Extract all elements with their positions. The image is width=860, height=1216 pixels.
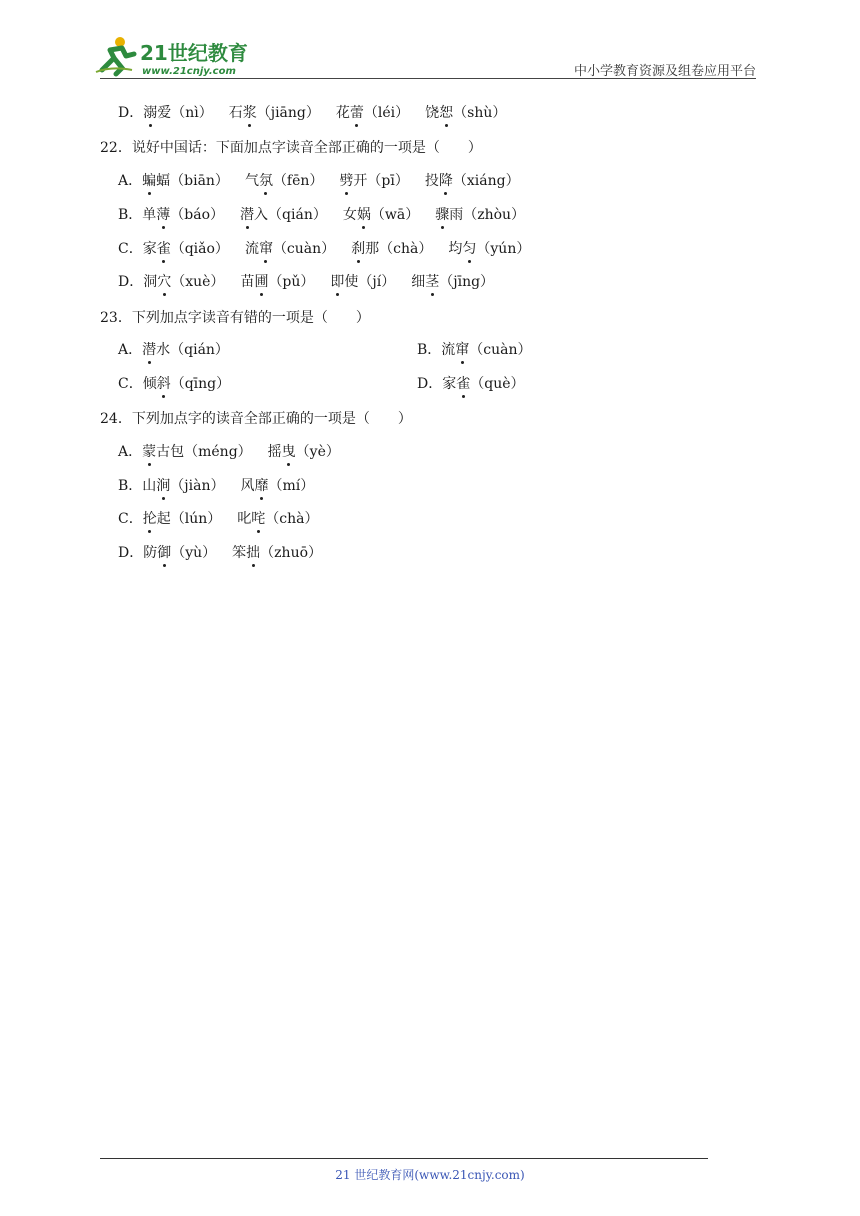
word-suffix-pinyin: （shù） (453, 105, 507, 121)
pinyin-item (343, 205, 419, 225)
word-suffix-pinyin: 爱（nì） (157, 105, 213, 121)
option-label: C． (118, 511, 143, 527)
word-prefix: 摇 (267, 444, 282, 460)
option-label: B． (118, 478, 143, 494)
option-label: A． (118, 444, 143, 460)
q24-option-a (118, 442, 340, 462)
pinyin-item (142, 340, 229, 360)
word-suffix-pinyin: （mí） (268, 478, 315, 494)
option-label: D． (417, 376, 443, 392)
pinyin-item (411, 272, 494, 292)
pinyin-item (339, 171, 408, 191)
pinyin-item (268, 442, 340, 462)
word-suffix-pinyin: （zhuō） (260, 545, 323, 561)
dotted-character: 斜 (156, 376, 171, 392)
q24-option-c (118, 509, 318, 529)
pinyin-item (143, 103, 213, 123)
word-suffix-pinyin: 蝠（biān） (156, 173, 229, 189)
pinyin-item (435, 205, 525, 225)
dotted-character: 雀 (156, 241, 171, 257)
word-suffix-pinyin: 水（qián） (156, 342, 229, 358)
header-divider (100, 78, 756, 79)
word-prefix: 投 (424, 173, 439, 189)
header-platform-text: 中小学教育资源及组卷应用平台 (573, 64, 756, 79)
option-label: C． (118, 241, 143, 257)
q23-option-a (118, 340, 229, 360)
dotted-character: 浆 (242, 105, 257, 121)
dotted-character: 圃 (254, 274, 269, 290)
word-suffix-pinyin: 雨（zhòu） (449, 207, 526, 223)
dotted-character: 穴 (157, 274, 172, 290)
dotted-character: 匀 (462, 241, 477, 257)
word-suffix-pinyin: 使（jí） (344, 274, 396, 290)
pinyin-item (245, 239, 335, 259)
word-prefix: 女 (342, 207, 357, 223)
dotted-character: 咤 (251, 511, 266, 527)
word-prefix: 家 (442, 376, 457, 392)
q22-option-b (118, 205, 525, 225)
dotted-character: 劈 (339, 173, 354, 189)
dotted-character: 拙 (246, 545, 261, 561)
q24-stem: 24．下列加点字的读音全部正确的一项是（ ） (100, 411, 412, 427)
word-suffix-pinyin: （cuàn） (469, 342, 532, 358)
pinyin-item (232, 543, 322, 563)
word-prefix: 花 (335, 105, 350, 121)
dotted-character: 涧 (156, 478, 171, 494)
pinyin-item (336, 103, 409, 123)
word-suffix-pinyin: （jiàn） (170, 478, 225, 494)
pinyin-item (229, 103, 320, 123)
pinyin-item (330, 272, 395, 292)
word-prefix: 笨 (232, 545, 247, 561)
word-suffix-pinyin: （què） (470, 376, 525, 392)
word-suffix-pinyin: （báo） (170, 207, 225, 223)
q22-option-d (118, 272, 494, 292)
word-suffix-pinyin: 起（lún） (156, 511, 222, 527)
word-prefix: 气 (244, 173, 259, 189)
q23-option-c (118, 374, 230, 394)
word-suffix-pinyin: （chà） (265, 511, 319, 527)
dotted-character: 娲 (356, 207, 371, 223)
option-label: D． (118, 545, 144, 561)
option-label: B． (118, 207, 143, 223)
dotted-character: 抡 (142, 511, 157, 527)
word-suffix-pinyin: （fēn） (272, 173, 324, 189)
word-suffix-pinyin: （yù） (171, 545, 217, 561)
runner-logo-icon (92, 34, 262, 78)
pinyin-item (240, 205, 327, 225)
dotted-character: 蕾 (349, 105, 364, 121)
pinyin-item (351, 239, 432, 259)
pinyin-item (240, 272, 314, 292)
pinyin-item (142, 171, 229, 191)
word-prefix: 倾 (142, 376, 157, 392)
word-prefix: 流 (244, 241, 259, 257)
word-suffix-pinyin: 入（qián） (254, 207, 327, 223)
dotted-character: 茎 (425, 274, 440, 290)
word-suffix-pinyin: （xuè） (171, 274, 225, 290)
word-prefix: 山 (142, 478, 157, 494)
word-prefix: 均 (448, 241, 463, 257)
pinyin-item (142, 476, 224, 496)
q24-option-b (118, 476, 314, 496)
word-suffix-pinyin: （xiáng） (452, 173, 520, 189)
word-prefix: 流 (441, 342, 456, 358)
dotted-character: 降 (438, 173, 453, 189)
word-suffix-pinyin: （cuàn） (272, 241, 336, 257)
q21-option-d (118, 103, 506, 123)
word-suffix-pinyin: （yè） (295, 444, 340, 460)
dotted-character: 潜 (142, 342, 157, 358)
word-suffix-pinyin: 那（chà） (365, 241, 433, 257)
pinyin-item (245, 171, 323, 191)
pinyin-item (142, 205, 224, 225)
q24-option-d (118, 543, 322, 563)
option-label: B． (417, 342, 442, 358)
pinyin-item (425, 103, 506, 123)
pinyin-item (143, 509, 222, 529)
pinyin-item (240, 476, 314, 496)
footer-text: 21 世纪教育网(www.21cnjy.com) (335, 1168, 525, 1182)
option-label: A． (118, 173, 143, 189)
dotted-character: 蝙 (142, 173, 157, 189)
word-suffix-pinyin: （qīng） (170, 376, 231, 392)
dotted-character: 雀 (456, 376, 471, 392)
dotted-character: 曳 (281, 444, 296, 460)
dotted-character: 御 (157, 545, 172, 561)
pinyin-item (143, 239, 229, 259)
pinyin-item (448, 239, 530, 259)
dotted-character: 窜 (258, 241, 273, 257)
option-label: D． (118, 105, 144, 121)
q22-stem: 22．说好中国话：下面加点字读音全部正确的一项是（ ） (100, 140, 482, 156)
word-suffix-pinyin: （yún） (476, 241, 531, 257)
dotted-character: 氛 (258, 173, 273, 189)
word-prefix: 洞 (143, 274, 158, 290)
pinyin-item (441, 340, 531, 360)
dotted-character: 溺 (143, 105, 158, 121)
word-suffix-pinyin: （léi） (363, 105, 410, 121)
dotted-character: 薄 (156, 207, 171, 223)
option-label: D． (118, 274, 144, 290)
q23-option-b (417, 340, 532, 360)
footer-divider (100, 1158, 708, 1159)
word-prefix: 单 (142, 207, 157, 223)
dotted-character: 即 (330, 274, 345, 290)
pinyin-item (143, 272, 224, 292)
pinyin-item (142, 442, 252, 462)
dotted-character: 刹 (351, 241, 366, 257)
option-label: C． (118, 376, 143, 392)
word-suffix-pinyin: （jīng） (439, 274, 495, 290)
q23-option-d (417, 374, 525, 394)
svg-text:www.21cnjy.com: www.21cnjy.com (142, 66, 236, 77)
word-suffix-pinyin: （qiǎo） (170, 241, 229, 257)
dotted-character: 潜 (240, 207, 255, 223)
word-suffix-pinyin: （jiāng） (256, 105, 320, 121)
word-prefix: 苗 (240, 274, 255, 290)
word-prefix: 石 (228, 105, 243, 121)
dotted-character: 靡 (254, 478, 269, 494)
option-label: A． (118, 342, 143, 358)
dotted-character: 恕 (439, 105, 454, 121)
pinyin-item (237, 509, 318, 529)
pinyin-item (143, 543, 216, 563)
site-logo (92, 34, 262, 78)
word-suffix-pinyin: （wā） (370, 207, 420, 223)
word-suffix-pinyin: 古包（méng） (156, 444, 252, 460)
pinyin-item (143, 374, 230, 394)
word-prefix: 细 (411, 274, 426, 290)
word-prefix: 家 (142, 241, 157, 257)
dotted-character: 骤 (435, 207, 450, 223)
q23-stem: 23．下列加点字读音有错的一项是（ ） (100, 310, 370, 326)
word-prefix: 防 (143, 545, 158, 561)
q22-option-a (118, 171, 520, 191)
dotted-character: 蒙 (142, 444, 157, 460)
q22-option-c (118, 239, 530, 259)
word-prefix: 叱 (237, 511, 252, 527)
dotted-character: 窜 (455, 342, 470, 358)
svg-text:21世纪教育: 21世纪教育 (140, 41, 248, 65)
word-suffix-pinyin: 开（pī） (353, 173, 409, 189)
word-suffix-pinyin: （pǔ） (268, 274, 315, 290)
pinyin-item (442, 374, 524, 394)
word-prefix: 风 (240, 478, 255, 494)
word-prefix: 饶 (425, 105, 440, 121)
pinyin-item (425, 171, 520, 191)
